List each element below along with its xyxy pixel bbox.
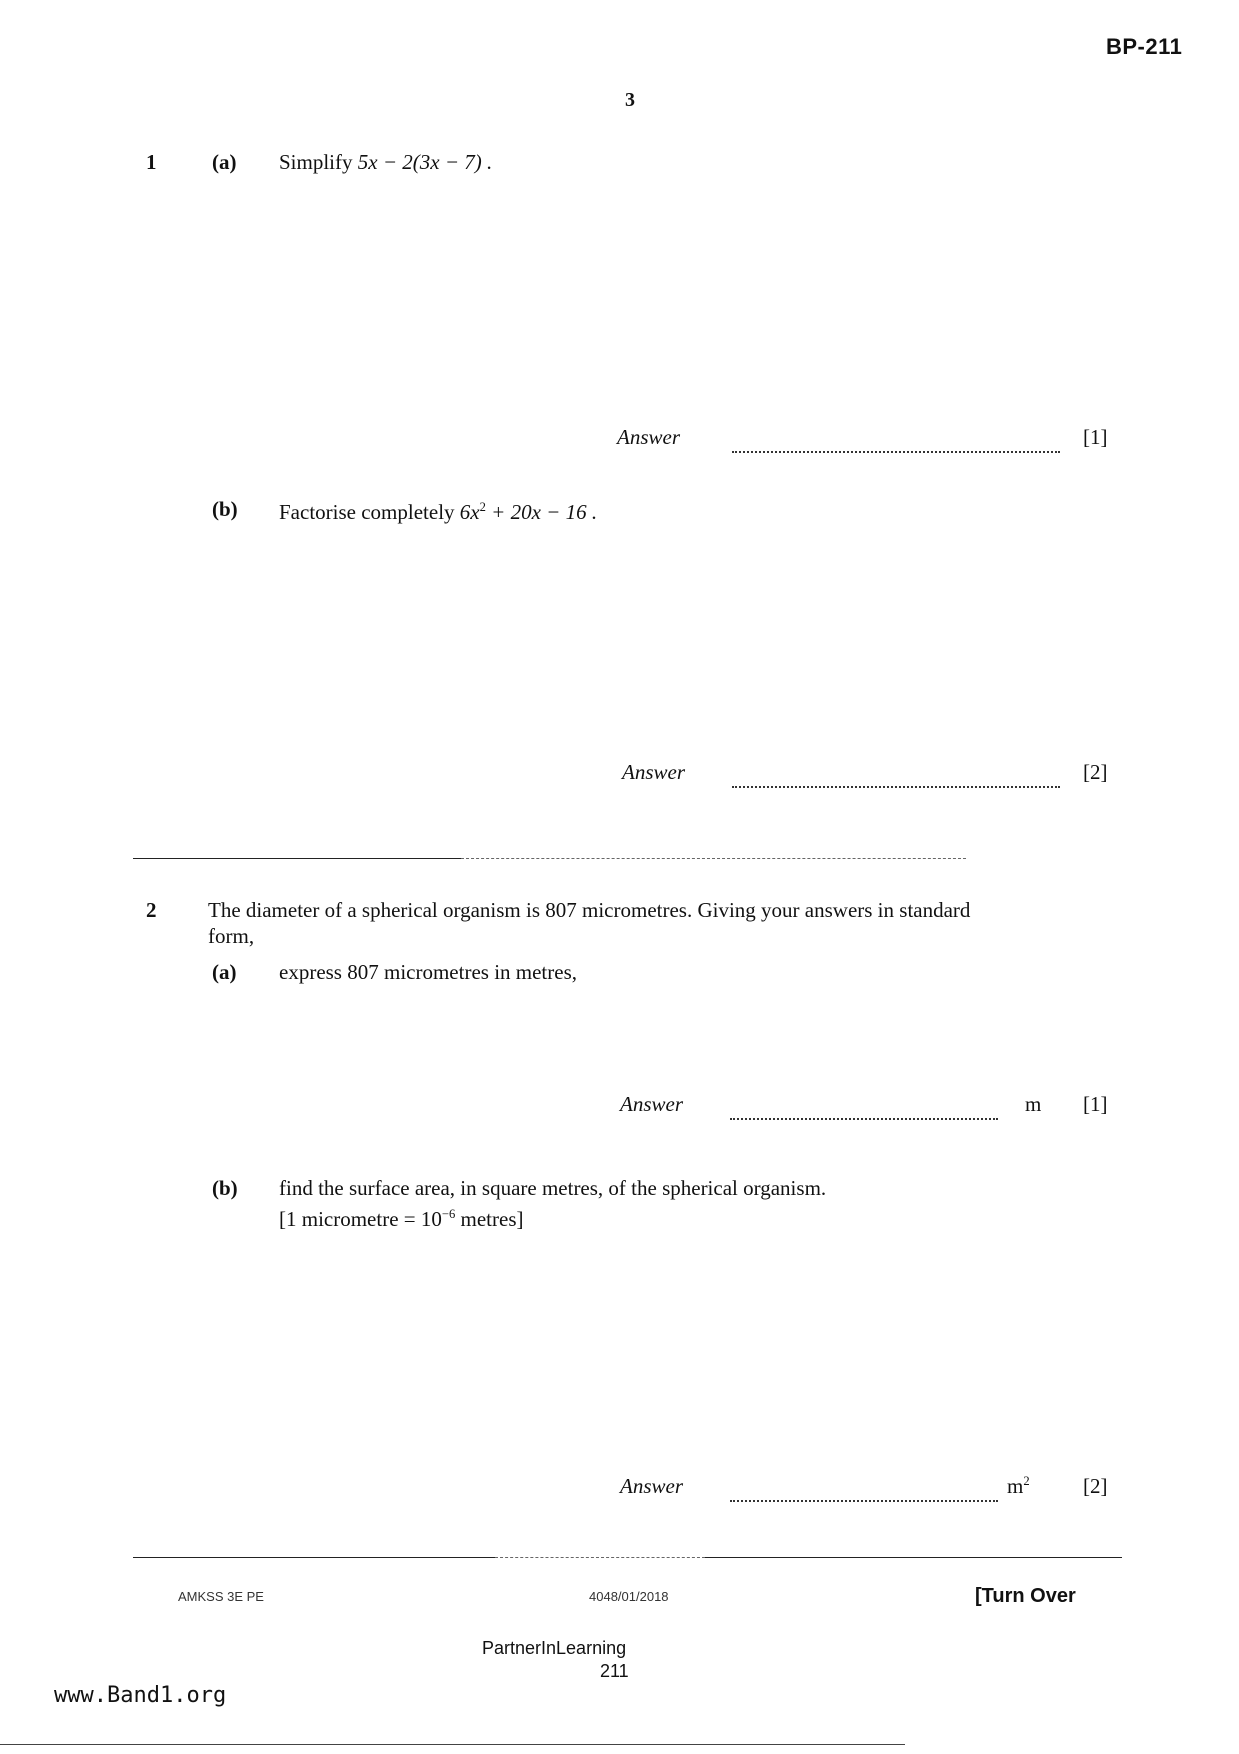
question-2b-note-prefix: [1 micrometre = 10 — [279, 1207, 442, 1231]
footer-paper-code: 4048/01/2018 — [589, 1589, 669, 1604]
document-code: BP-211 — [1106, 34, 1183, 59]
question-1a-expression: 5x − 2(3x − 7) . — [357, 150, 493, 174]
publisher-name: PartnerInLearning — [482, 1638, 627, 1658]
question-1b-label: (b) — [212, 497, 238, 521]
section-divider-faded — [461, 858, 966, 859]
footer-rule-middle — [495, 1557, 705, 1558]
answer-label-1b: Answer — [622, 760, 685, 784]
question-2b-text: find the surface area, in square metres, of the spherical organism. — [279, 1176, 827, 1200]
question-2a-label: (a) — [212, 960, 237, 984]
question-2-stem-line-2: form, — [208, 924, 255, 948]
bottom-scan-edge — [0, 1744, 905, 1745]
marks-1a: [1] — [1083, 425, 1108, 449]
answer-label-2b: Answer — [620, 1474, 683, 1498]
footer-rule-left — [133, 1557, 495, 1558]
answer-line-2b[interactable] — [730, 1500, 998, 1502]
answer-label-1a: Answer — [617, 425, 680, 449]
unit-2b-base: m — [1007, 1474, 1024, 1498]
section-divider — [133, 858, 461, 859]
question-2b-note — [279, 1207, 524, 1232]
answer-line-1b[interactable] — [732, 786, 1060, 788]
unit-2b-exponent: 2 — [1023, 1474, 1030, 1488]
question-1b-expr-base: 6x — [459, 500, 480, 524]
question-1b-expr-exponent: 2 — [479, 500, 486, 514]
question-2b-note-exponent: −6 — [441, 1207, 456, 1221]
question-1a-label: (a) — [212, 150, 237, 174]
unit-2a: m — [1025, 1092, 1042, 1116]
question-1b-text — [279, 500, 597, 525]
footer-school-code: AMKSS 3E PE — [178, 1589, 264, 1604]
question-2a-text: express 807 micrometres in metres, — [279, 960, 577, 984]
marks-2a: [1] — [1083, 1092, 1108, 1116]
publisher-page-number: 211 — [600, 1661, 629, 1681]
question-1a-prompt: Simplify — [279, 150, 358, 174]
question-2b-note-suffix: metres] — [455, 1207, 524, 1231]
footer-rule-right — [705, 1557, 1122, 1558]
question-1-number: 1 — [146, 150, 157, 174]
question-1b-prompt: Factorise completely — [279, 500, 460, 524]
question-2b-label: (b) — [212, 1176, 238, 1200]
question-2-stem-line-1: The diameter of a spherical organism is 807 micrometres. Giving your answers in standard — [208, 898, 971, 922]
unit-2b — [1007, 1474, 1030, 1499]
page-number: 3 — [625, 89, 635, 111]
marks-1b: [2] — [1083, 760, 1108, 784]
answer-line-1a[interactable] — [732, 451, 1060, 453]
website-watermark: www.Band1.org — [54, 1683, 227, 1708]
answer-line-2a[interactable] — [730, 1118, 998, 1120]
turn-over-label: [Turn Over — [975, 1585, 1076, 1607]
question-1a-text — [279, 150, 492, 175]
marks-2b: [2] — [1083, 1474, 1108, 1498]
question-2-number: 2 — [146, 898, 157, 922]
answer-label-2a: Answer — [620, 1092, 683, 1116]
question-1b-expr-rest: + 20x − 16 . — [485, 500, 598, 524]
